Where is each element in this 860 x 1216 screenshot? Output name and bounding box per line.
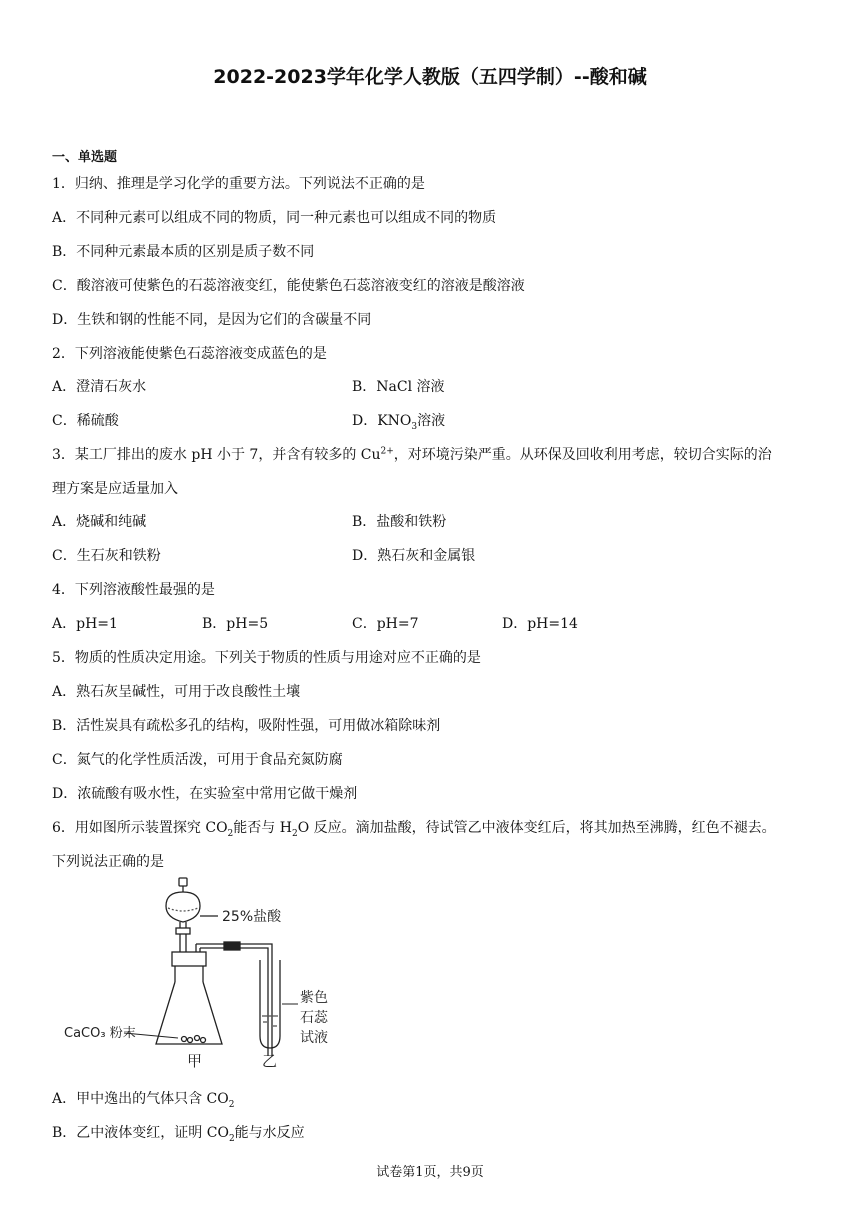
question-1-option-a[interactable]: A．不同种元素可以组成不同的物质，同一种元素也可以组成不同的物质 [52, 210, 497, 226]
question-5-option-d[interactable]: D．浓硫酸有吸水性，在实验室中常用它做干燥剂 [52, 786, 358, 802]
question-3-stem: 3．某工厂排出的废水 pH 小于 7，并含有较多的 $Cu^{2+}$，对环境污染严重。从环保及回收利用考虑，较切合实际的治 [52, 446, 772, 463]
label-litmus-3: 试液 [300, 1030, 328, 1046]
question-3-option-d[interactable]: D．熟石灰和金属银 [352, 548, 476, 564]
question-5-option-a[interactable]: A．熟石灰呈碱性，可用于改良酸性土壤 [52, 684, 301, 700]
question-2-option-a[interactable]: A．澄清石灰水 [52, 379, 147, 395]
question-2-option-b[interactable]: B．NaCl 溶液 [352, 379, 445, 395]
question-3-option-b[interactable]: B．盐酸和铁粉 [352, 514, 447, 530]
section-heading: 一、单选题 [52, 150, 118, 165]
question-4-option-c[interactable]: C．pH=7 [352, 616, 419, 632]
question-1-option-c[interactable]: C．酸溶液可使紫色的石蕊溶液变红，能使紫色石蕊溶液变红的溶液是酸溶液 [52, 278, 525, 294]
question-6-option-a[interactable]: A．甲中逸出的气体只含 $CO_2$ [52, 1091, 235, 1110]
question-3-option-a[interactable]: A．烧碱和纯碱 [52, 514, 147, 530]
question-6-option-b[interactable]: B．乙中液体变红，证明 $CO_2$能与水反应 [52, 1125, 305, 1144]
question-4-option-a[interactable]: A．pH=1 [52, 616, 118, 632]
question-2-stem: 2．下列溶液能使紫色石蕊溶液变成蓝色的是 [52, 346, 327, 362]
question-5-option-c[interactable]: C．氮气的化学性质活泼，可用于食品充氮防腐 [52, 752, 343, 768]
question-2-option-c[interactable]: C．稀硫酸 [52, 413, 119, 429]
label-jia: 甲 [187, 1052, 203, 1070]
question-1-option-d[interactable]: D．生铁和钢的性能不同，是因为它们的含碳量不同 [52, 312, 372, 328]
label-caco3-powder: CaCO₃ 粉末 [64, 1026, 136, 1041]
page-title: 2022-2023学年化学人教版（五四学制）--酸和碱 [213, 66, 647, 88]
label-litmus-1: 紫色 [300, 990, 328, 1006]
question-1-option-b[interactable]: B．不同种元素最本质的区别是质子数不同 [52, 244, 315, 260]
question-6-stem: 6．用如图所示装置探究 $CO_2$能否与 $H_2O$ 反应。滴加盐酸，待试管乙中液体变红后，将其加热至沸腾，红色不褪去。 [52, 820, 776, 839]
question-4-option-b[interactable]: B．pH=5 [202, 616, 269, 632]
conical-flask [156, 952, 222, 1044]
label-hydrochloric-acid: 25%盐酸 [222, 909, 282, 925]
page-footer: 试卷第1页，共9页 [376, 1165, 484, 1180]
test-tube [260, 960, 280, 1048]
question-3-option-c[interactable]: C．生石灰和铁粉 [52, 548, 161, 564]
question-6-stem-cont: 下列说法正确的是 [52, 854, 164, 870]
question-3-stem-cont: 理方案是应适量加入 [52, 481, 178, 497]
question-1-stem: 1．归纳、推理是学习化学的重要方法。下列说法不正确的是 [52, 176, 425, 192]
label-litmus-2: 石蕊 [300, 1010, 328, 1026]
label-yi: 乙 [262, 1052, 278, 1070]
apparatus-figure [60, 876, 360, 1080]
question-2-option-d[interactable]: D．$KNO_3$溶液 [352, 413, 446, 432]
question-5-option-b[interactable]: B．活性炭具有疏松多孔的结构，吸附性强，可用做冰箱除味剂 [52, 718, 441, 734]
question-5-stem: 5．物质的性质决定用途。下列关于物质的性质与用途对应不正确的是 [52, 650, 481, 666]
question-4-option-d[interactable]: D．pH=14 [502, 616, 578, 632]
question-4-stem: 4．下列溶液酸性最强的是 [52, 582, 215, 598]
